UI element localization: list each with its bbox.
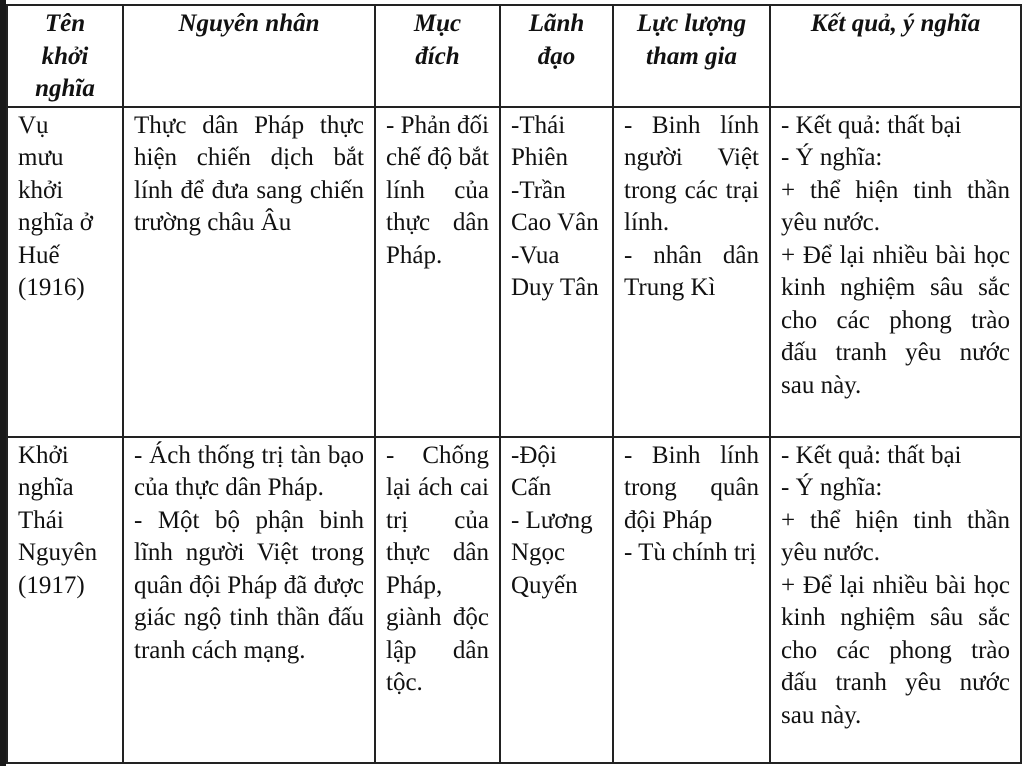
header-text: khởi [41,42,89,70]
cell-text: - Kết quả: thất bại [781,111,962,139]
header-text: đích [415,42,460,70]
cell-text: - Binh lính trong quân đội Pháp [624,441,759,534]
cell-result [770,437,1021,763]
cell-text: - Ý nghĩa: [781,144,883,171]
header-row [7,5,1021,107]
cell-text: + Để lại nhiều bài học kinh nghiệm sâu sắc cho các phong trào đấu tranh yêu nước sau này. [781,241,1010,399]
cell-text: (1917) [18,571,85,599]
cell-purpose [375,437,500,763]
header-text: Mục [413,10,462,37]
header-cause [123,5,375,107]
header-text: Kết quả, ý nghĩa [810,10,981,37]
cell-text: Huế [18,241,60,269]
cell-text: Vụ [18,111,49,139]
cell-text: nghĩa ở [18,209,94,236]
cell-name [7,107,123,437]
cell-text: -Trần Cao Vân [511,176,599,236]
cell-text: - Tù chính trị [624,539,757,566]
cell-text: -Đội Cấn [511,441,557,501]
cell-text: -Vua Duy Tân [511,241,599,301]
table-row [7,107,1021,437]
uprisings-table [6,4,1022,764]
header-leaders [500,5,613,107]
header-text: Tên [44,10,86,37]
cell-text: -Thái Phiên [511,111,568,171]
cell-forces [613,437,770,763]
cell-text: + thể hiện tinh thần yêu nước. [781,176,1010,236]
cell-text: - Binh lính người Việt trong các trại lính. [624,111,759,236]
cell-text: Thực dân Pháp thực hiện chiến dịch bắt lính để đưa sang chiến trường châu Âu [134,111,364,236]
cell-text: Nguyên [18,539,98,566]
header-text: nghĩa [35,75,95,102]
header-result [770,5,1021,107]
header-purpose [375,5,500,107]
cell-text: - Lương Ngọc Quyến [511,506,593,599]
cell-cause [123,107,375,437]
cell-text: - Ách thống trị tàn bạo của thực dân Pháp. [134,441,364,501]
cell-text: - nhân dân Trung Kì [624,241,759,301]
header-text: Lãnh [528,10,585,37]
cell-text: nghĩa [18,474,74,501]
cell-text: + thể hiện tinh thần yêu nước. [781,506,1010,566]
cell-leaders [500,437,613,763]
header-name [7,5,123,107]
cell-name [7,437,123,763]
cell-cause [123,437,375,763]
cell-text: - Chống lại ách cai trị của thực dân Pháp, giành độc lập dân tộc. [386,441,489,696]
cell-text: - Phản đối chế độ bắt lính của thực dân Pháp. [386,111,489,269]
cell-text: - Một bộ phận binh lĩnh người Việt trong quân đội Pháp đã được giác ngộ tinh thần đấu tranh cách mạng. [134,506,364,664]
header-text: đạo [537,42,576,70]
table-row [7,437,1021,763]
cell-text: khởi [18,176,64,204]
cell-text: Thái [18,506,64,534]
header-text: Nguyên nhân [178,10,320,37]
cell-forces [613,107,770,437]
header-text: Lực lượng [636,10,747,37]
cell-text: Khởi [18,441,69,469]
cell-leaders [500,107,613,437]
cell-text: mưu [18,144,64,171]
cell-text: (1916) [18,274,85,301]
header-forces [613,5,770,107]
cell-result [770,107,1021,437]
cell-text: + Để lại nhiều bài học kinh nghiệm sâu sắc cho các phong trào đấu tranh yêu nước sau này. [781,571,1010,729]
cell-text: - Kết quả: thất bại [781,441,962,469]
header-text: tham gia [646,42,737,70]
cell-text: - Ý nghĩa: [781,474,883,501]
cell-purpose [375,107,500,437]
